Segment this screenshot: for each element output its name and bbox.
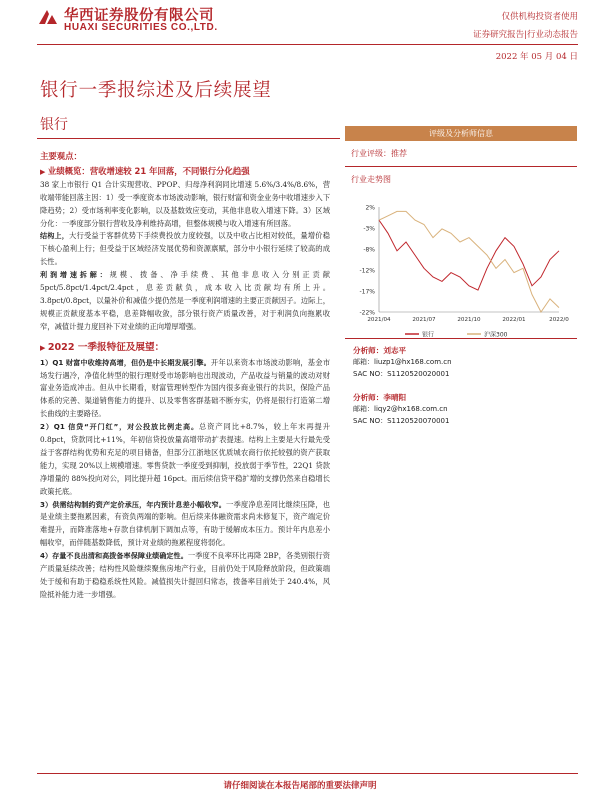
analyst-email: 邮箱：liqy2@hx168.com.cn <box>353 405 448 413</box>
paragraph: 结构上，大行受益于客群优势下手续费投放力度较强，以及中收占比相对较低，量增价稳下核心盈利上行；但受益于区域经济发展优势和资源禀赋，部分中小银行延续了较高的成长性。 <box>40 231 330 267</box>
y-tick-label: -12% <box>359 267 375 275</box>
sidebar-header: 评级及分析师信息 <box>345 126 577 141</box>
main-content <box>40 150 330 602</box>
y-tick-label: -17% <box>359 288 375 296</box>
analyst-sac: SAC NO：S1120520020001 <box>353 369 450 378</box>
audience-note: 仅供机构投资者使用 <box>501 12 578 22</box>
company-logo <box>37 6 59 28</box>
y-tick-label: -3% <box>363 225 375 233</box>
report-type: 证券研究报告|行业动态报告 <box>473 30 578 40</box>
x-tick-label: 2021/04 <box>367 317 391 323</box>
triangle-icon: ▶ <box>40 167 48 176</box>
paragraph: 利润增速拆解：规模、拨备、净手续费、其他非息收入分别正贡献 5pct/5.8pct/1.4pct/2.4pct，息差贡献负，成本收入比贡献均有所上升。3.8pct/0.8pct，以量补价和减值少提仍然是一季度利润增速的主要正贡献因子。边际上，规模正贡献度基本平稳，息差降幅收敛，部分银行资产质量改善，对于利润负向拖累收窄，减值计提力度回补下对业绩的正向增厚增强。 <box>40 270 330 331</box>
legend-label: 银行 <box>422 331 435 339</box>
sidebar <box>345 126 577 439</box>
footer-divider <box>37 773 578 774</box>
paragraph: 38 家上市银行 Q1 合计实现营收、PPOP、归母净利润同比增速 5.6%/3.4%/8.6%，营收端带能回落主因：1）受一季度资本市场波动影响，银行财富和资金业务中收增速步入下降趋势；2）受市场利率变化影响，以及基数效应变动，其他非息收入增速下降。3）区域分化：一季度部分银行营收及净利维持高增，但整体规模与收入增速有所回落。 <box>40 179 330 228</box>
series-line-csi300 <box>379 211 559 312</box>
y-tick-label: 2% <box>365 204 375 212</box>
report-date: 2022 年 05 月 04 日 <box>495 52 578 62</box>
analyst-list <box>345 345 577 427</box>
report-title: 银行一季报综述及后续展望 <box>40 80 272 101</box>
analyst-1: 分析师：刘志平 邮箱：liuzp1@hx168.com.cn SAC NO：S1120520020001 <box>353 345 577 380</box>
section-heading-overview: ▶ 业绩概览：营收增速较 21 年回落，不同银行分化趋强 <box>40 165 250 176</box>
x-tick-label: 2021/10 <box>457 317 481 323</box>
analyst-2: 分析师：李晴阳 邮箱：liqy2@hx168.com.cn SAC NO：S1120520070001 <box>353 392 577 427</box>
x-tick-label: 2022/0 <box>549 317 569 323</box>
paragraph: 4）存量不良出清和高拨备率保障业绩确定性。一季度不良率环比再降 2BP，各类别银行资产质量延续改善；结构性风险继续聚焦房地产行业，目前仍处于风险释放阶段，但政策端处于缓和有助于稳稳系统性风险。减值损失计提回归常态，拨备率目前处于 240.4%，风险抵补能力进一步增强。 <box>40 551 331 599</box>
company-name-cn: 华西证券股份有限公司 <box>64 8 214 24</box>
header-divider <box>37 44 578 45</box>
y-tick-label: -8% <box>363 246 375 254</box>
series-line-bank <box>379 220 559 290</box>
chart-panel <box>345 167 577 339</box>
sector-divider <box>37 138 340 139</box>
chart-title: 行业走势图 <box>351 175 391 184</box>
x-tick-label: 2021/07 <box>412 317 436 323</box>
analyst-email: 邮箱：liuzp1@hx168.com.cn <box>353 358 452 366</box>
legend-label: 沪深300 <box>484 331 508 339</box>
industry-rating: 行业评级：推荐 <box>345 141 577 167</box>
sector-label: 银行 <box>40 117 68 133</box>
paragraph: 2）Q1 信贷“开门红”，对公投放比例走高。总资产同比+8.7%，较上年末再提升 0.8pct，贷款同比+11%，年初信贷投放量高增带动扩表提速。结构上主要是大行最先受益于客群结构优势和充足的项目储备，但部分江浙地区优质城农商行依托较强的资产获取能力，实现 20%以上规模增速。零售贷款一季度受到抑制，投放弱于季节性，22Q1 贷款净增量的 88%投向对公，同比提升超 16pct。而后续信贷平稳扩增的支撑仍然来自稳增长政策托底。 <box>40 422 330 496</box>
trend-chart <box>345 167 577 339</box>
main-points-heading: 主要观点： <box>40 151 82 161</box>
paragraph: 3）供需结构制约资产定价承压，年内预计息差小幅收窄。一季度净息差同比继续压降，也是业绩主要拖累因素，有资负两端的影响。但后续来体融资需求尚未修复下，资产端定价难提升，而降准落地+存款自律机制下调加点等，有助于缓解成本压力。预计年内息差小幅收窄，而伴随基数降低，预计对业绩的拖累程度将弱化。 <box>40 499 331 548</box>
footer-disclaimer: 请仔细阅读在本报告尾部的重要法律声明 <box>223 781 377 791</box>
company-name-en: HUAXI SECURITIES CO.,LTD. <box>64 22 218 33</box>
x-tick-label: 2022/01 <box>502 317 526 323</box>
y-tick-label: -22% <box>359 309 375 317</box>
analyst-sac: SAC NO：S1120520070001 <box>353 416 450 425</box>
triangle-icon: ▶ <box>40 343 48 352</box>
section-heading-outlook: ▶ 2022 一季报特征及展望： <box>40 341 165 353</box>
paragraph: 1）Q1 财富中收维持高增，但仍是中长期发展引擎。开年以来资本市场波动影响，基金市场发行遇冷，净值化转型的银行理财受市场影响也出现波动，产品收益与销量的波动对财富业务造成冲击。但从中长期看，财富管理转型作为国内很多商业银行的共识，保险产品体系的完善、渠道销售能力的提升、以及零售客群基础不断夯实，仍将是银行打造第二增长曲线的主要路径。 <box>40 357 331 419</box>
